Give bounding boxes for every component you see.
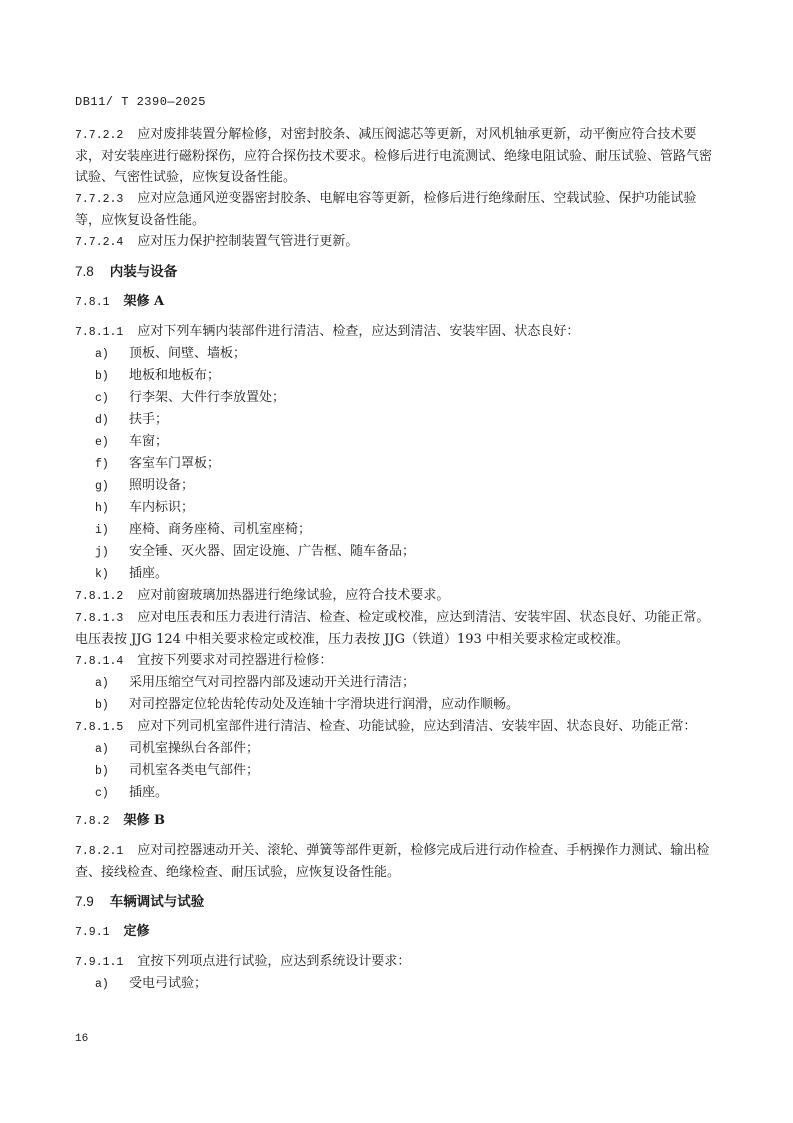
list-item-label: f)	[95, 458, 109, 471]
subsection-title: 架修 A	[123, 294, 165, 309]
page-number: 16	[75, 1033, 89, 1045]
list-item-text: 受电弓试验；	[129, 976, 208, 991]
list-item	[75, 409, 715, 431]
list-item-label: b)	[95, 370, 109, 383]
clause-paragraph	[75, 840, 715, 883]
clause-text: 应对应急通风逆变器密封胶条、电解电容等更新，检修后进行绝缘耐压、空载试验、保护功能试验等，应恢复设备性能。	[75, 191, 697, 228]
subsection-number: 7.8.1	[75, 296, 110, 309]
list-item-text: 车窗；	[129, 434, 169, 449]
list-item-text: 照明设备；	[129, 478, 195, 493]
list-item	[75, 760, 715, 782]
list-item-text: 车内标识；	[129, 500, 195, 515]
section-heading	[75, 891, 715, 913]
clause-paragraph	[75, 124, 715, 188]
section-heading	[75, 261, 715, 283]
clause-number: 7.7.2.4	[75, 236, 124, 249]
clause-paragraph	[75, 607, 715, 650]
clause-number: 7.8.1.4	[75, 655, 124, 668]
list-item	[75, 475, 715, 497]
list-item-label: b)	[95, 765, 109, 778]
clause-text: 应对电压表和压力表进行清洁、检查、检定或校准，应达到清洁、安装牢固、状态良好、功能正常。电压表按 JJG 124 中相关要求检定或校准，压力表按 JJG（铁道）193 中相关要求检定或校准。	[75, 610, 710, 647]
list-item-text: 扶手；	[129, 412, 169, 427]
clause-number: 7.9.1.1	[75, 956, 124, 969]
list-item-text: 安全锤、灭火器、固定设施、广告框、随车备品；	[129, 544, 416, 559]
list-item-label: b)	[95, 699, 109, 712]
clause-number: 7.7.2.3	[75, 193, 124, 206]
list-item-text: 司机室各类电气部件；	[129, 763, 260, 778]
clause-text: 应对司控器速动开关、滚轮、弹簧等部件更新，检修完成后进行动作检查、手柄操作力测试、输出检查、接线检查、绝缘检查、耐压试验，应恢复设备性能。	[75, 843, 710, 880]
list-item-label: a)	[95, 978, 109, 991]
list-item	[75, 563, 715, 585]
list-item-text: 顶板、间壁、墙板；	[129, 346, 247, 361]
list-item	[75, 738, 715, 760]
clause-text: 应对前窗玻璃加热器进行绝缘试验，应符合技术要求。	[137, 588, 450, 603]
clause-paragraph	[75, 321, 715, 343]
section-number: 7.8	[75, 264, 94, 279]
document-header: DB11/ T 2390—2025	[75, 95, 206, 109]
subsection-heading	[75, 921, 715, 943]
list-item-label: c)	[95, 787, 109, 800]
clause-text: 应对废排装置分解检修，对密封胶条、减压阀滤芯等更新，对风机轴承更新，动平衡应符合技术要求，对安装座进行磁粉探伤，应符合探伤技术要求。检修后进行电流测试、绝缘电阻试验、耐压试验、管路气密试验、气密性试验，应恢复设备性能。	[75, 127, 713, 185]
list-item-label: e)	[95, 436, 109, 449]
list-item	[75, 973, 715, 995]
clause-paragraph	[75, 716, 715, 738]
list-item-text: 行李架、大件行李放置处；	[129, 390, 286, 405]
clause-text: 应对下列司机室部件进行清洁、检查、功能试验，应达到清洁、安装牢固、状态良好、功能正常：	[137, 719, 697, 734]
clause-text: 宜按下列项点进行试验，应达到系统设计要求：	[137, 954, 411, 969]
section-number: 7.9	[75, 894, 94, 909]
document-body	[75, 124, 715, 995]
subsection-heading	[75, 291, 715, 313]
clause-paragraph	[75, 188, 715, 231]
clause-text: 应对下列车辆内装部件进行清洁、检查，应达到清洁、安装牢固、状态良好：	[137, 324, 580, 339]
list-item-label: d)	[95, 414, 109, 427]
list-item-label: a)	[95, 677, 109, 690]
clause-number: 7.8.1.3	[75, 612, 124, 625]
list-item-label: i)	[95, 524, 109, 537]
list-item-text: 对司控器定位轮齿轮传动处及连轴十字滑块进行润滑，应动作顺畅。	[129, 697, 520, 712]
list-item	[75, 365, 715, 387]
clause-number: 7.8.1.1	[75, 326, 124, 339]
list-item	[75, 431, 715, 453]
clause-text: 应对压力保护控制装置气管进行更新。	[137, 234, 359, 249]
list-item-text: 司机室操纵台各部件；	[129, 741, 260, 756]
list-item-text: 插座。	[129, 566, 169, 581]
list-item-text: 座椅、商务座椅、司机室座椅；	[129, 522, 312, 537]
list-item	[75, 694, 715, 716]
list-item-label: k)	[95, 568, 109, 581]
clause-paragraph	[75, 650, 715, 672]
list-item-text: 地板和地板布；	[129, 368, 221, 383]
list-item-label: g)	[95, 480, 109, 493]
subsection-number: 7.9.1	[75, 926, 110, 939]
clause-number: 7.8.1.2	[75, 590, 124, 603]
list-item	[75, 519, 715, 541]
list-item-text: 采用压缩空气对司控器内部及速动开关进行清洁；	[129, 675, 416, 690]
list-item-label: h)	[95, 502, 109, 515]
list-item	[75, 387, 715, 409]
list-item-label: a)	[95, 743, 109, 756]
section-title: 内装与设备	[109, 264, 178, 280]
clause-number: 7.8.1.5	[75, 721, 124, 734]
clause-paragraph	[75, 231, 715, 253]
list-item	[75, 453, 715, 475]
clause-number: 7.8.2.1	[75, 845, 124, 858]
clause-paragraph	[75, 585, 715, 607]
list-item	[75, 541, 715, 563]
subsection-number: 7.8.2	[75, 815, 110, 828]
clause-number: 7.7.2.2	[75, 129, 124, 142]
list-item	[75, 672, 715, 694]
section-title: 车辆调试与试验	[109, 894, 205, 910]
clause-text: 宜按下列要求对司控器进行检修：	[137, 653, 333, 668]
subsection-title: 架修 B	[123, 813, 166, 828]
list-item	[75, 497, 715, 519]
list-item-text: 客室车门罩板；	[129, 456, 221, 471]
list-item-label: c)	[95, 392, 109, 405]
list-item-label: j)	[95, 546, 109, 559]
list-item-text: 插座。	[129, 785, 169, 800]
list-item	[75, 782, 715, 804]
list-item	[75, 343, 715, 365]
clause-paragraph	[75, 951, 715, 973]
list-item-label: a)	[95, 348, 109, 361]
subsection-heading	[75, 810, 715, 832]
subsection-title: 定修	[123, 924, 150, 939]
